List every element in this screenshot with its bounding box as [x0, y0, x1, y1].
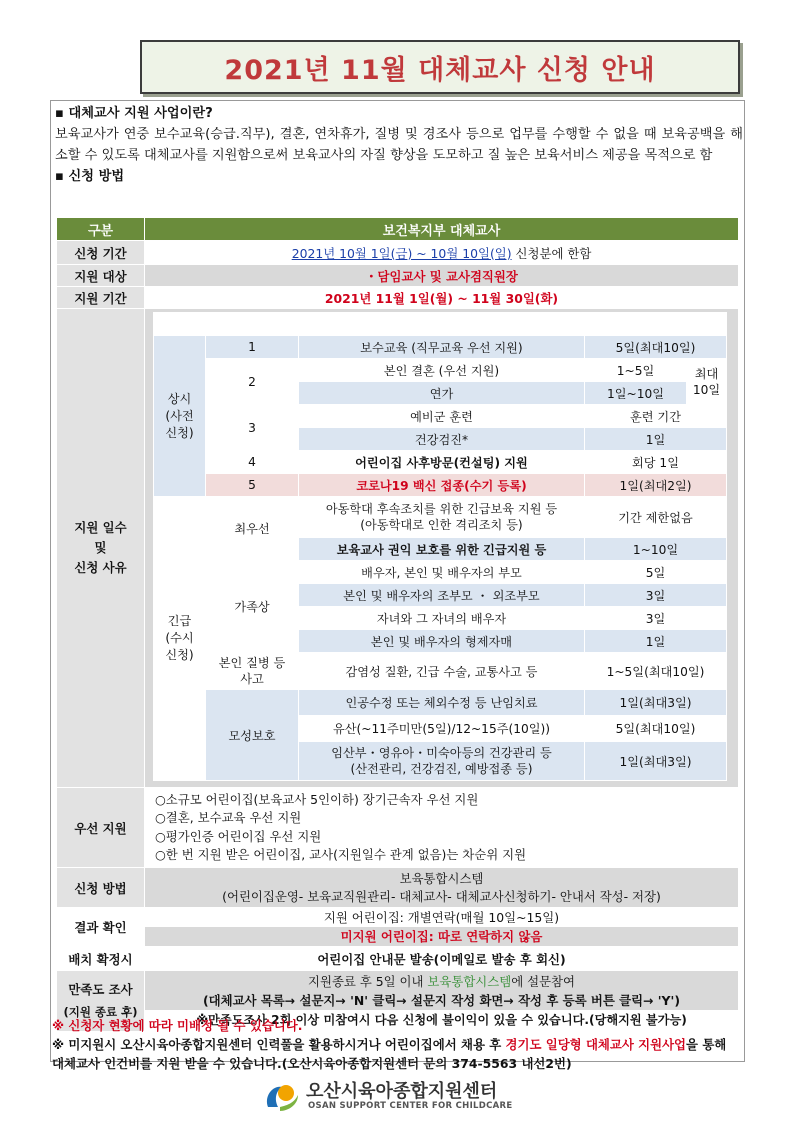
- reason-text: 자녀와 그 자녀의 배우자: [299, 607, 585, 630]
- subgroup-label: 가족상: [206, 561, 299, 653]
- label-days-2: 및: [94, 540, 107, 555]
- reason-row-1: [154, 336, 727, 359]
- reason-text: 건강검진*: [299, 428, 585, 451]
- reason-text: 감염성 질환, 긴급 수술, 교통사고 등: [299, 653, 585, 690]
- reason-text: 임산부・영유아・미숙아등의 건강관리 등 (산전관리, 건강검진, 예방접종 등): [299, 742, 585, 781]
- row-assign: [57, 947, 739, 971]
- label-result: 결과 확인: [57, 908, 145, 947]
- apply-method-line1: 보육통합시스템: [399, 870, 484, 886]
- result-cell: [145, 908, 739, 947]
- result-line2: 미지원 어린이집: 따로 연락하지 않음: [145, 927, 738, 946]
- intro-heading: ▪ 대체교사 지원 사업이란?: [55, 106, 213, 121]
- days-cell: [145, 309, 739, 788]
- urgent-group: 긴급 (수시 신청): [154, 497, 206, 781]
- row-apply-method: [57, 868, 739, 908]
- survey-line3: ※만족도조사 2회 이상 미참여시 다음 신청에 불이익이 있을 수 있습니다.(당해지원 불가능): [145, 1010, 738, 1031]
- reason-days: 1일: [585, 428, 727, 451]
- priority-cell: [145, 788, 739, 868]
- reason-no: 3: [206, 405, 299, 451]
- row-target: [57, 265, 739, 287]
- note-2-a: ※ 미지원시 오산시육아종합지원센터 인력풀을 활용하시거나 어린이집에서 채용 후: [52, 1037, 506, 1052]
- reason-days: 1일: [585, 630, 727, 653]
- label-survey-1: 만족도 조사: [68, 982, 133, 997]
- reason-days: 훈련 기간: [585, 405, 727, 428]
- note-2-c: 을 통해 대체교사 인건비를 지원 받을 수 있습니다.(오산시육아종합지원센터 문의 374-5563 내선2번): [52, 1037, 727, 1071]
- label-survey-2: (지원 종료 후): [63, 1005, 138, 1019]
- label-priority: 우선 지원: [57, 788, 145, 868]
- header-category: 구분: [57, 218, 145, 241]
- reason-no: 2: [206, 359, 299, 405]
- regular-group: 상시 (사전 신청): [154, 336, 206, 497]
- title-box: [140, 40, 740, 94]
- apply-method-line2: (어린이집운영- 보육교직원관리- 대체교사- 대체교사신청하기- 안내서 작성- 저장): [222, 888, 661, 904]
- reason-no: 1: [206, 336, 299, 359]
- priority-line: ○소규모 어린이집(보육교사 5인이하) 장기근속자 우선 지원: [155, 791, 479, 807]
- reason-text: 예비군 훈련: [299, 405, 585, 428]
- reason-text: 본인 및 배우자의 형제자매: [299, 630, 585, 653]
- notes: [52, 1016, 742, 1073]
- reason-days: 5일(최대10일): [585, 716, 727, 742]
- days-table: [153, 312, 727, 781]
- survey-line1-a: 지원종료 후 5일 이내: [308, 974, 428, 989]
- result-line1: 지원 어린이집: 개별연락(매월 10일~15일): [323, 910, 560, 925]
- subgroup-label: 모성보호: [206, 690, 299, 781]
- reason-text: 코로나19 백신 접종(수기 등록): [299, 474, 585, 497]
- reason-days: 기간 제한없음: [585, 497, 727, 538]
- reason-days: 1일~10일: [585, 382, 687, 405]
- reason-days: 3일: [585, 607, 727, 630]
- logo-name: 오산시육아종합지원센터: [306, 1081, 498, 1102]
- intro-body: 보육교사가 연중 보수교육(승급.직무), 결혼, 연차휴가, 질병 및 경조사 등으로 업무를 수행할 수 없을 때 보육공백을 해소할 수 있도록 대체교사를 지원함으로써 보육교사의 자질 향상을 도모하고 질 높은 보육서비스 제공을 목적으로 함: [55, 127, 743, 163]
- reason-text: 보수교육 (직무교육 우선 지원): [299, 336, 585, 359]
- priority-line: ○한 번 지원 받은 어린이집, 교사(지원일수 관계 없음)는 차순위 지원: [155, 847, 527, 862]
- logo-mark-icon: [262, 1077, 302, 1115]
- intro-section: [55, 103, 743, 187]
- reason-text: 본인 결혼 (우선 지원): [299, 359, 585, 382]
- label-target: 지원 대상: [57, 265, 145, 287]
- label-days-3: 신청 사유: [74, 560, 127, 575]
- label-apply-method: 신청 방법: [57, 868, 145, 908]
- logo-english: OSAN SUPPORT CENTER FOR CHILDCARE: [308, 1101, 513, 1111]
- urgent-row-illness: [154, 653, 727, 690]
- assign-value: 어린이집 안내문 발송(이메일로 발송 후 회신): [145, 947, 739, 971]
- note-1: ※ 신청자 현황에 따라 미배정 될 수 있습니다.: [52, 1018, 303, 1033]
- reason-row-2a: [154, 359, 727, 382]
- subgroup-label: 본인 질병 등 사고: [206, 653, 299, 690]
- urgent-row-tp1: [154, 497, 727, 538]
- reason-text: 보육교사 권익 보호를 위한 긴급지원 등: [299, 538, 585, 561]
- reason-text: 배우자, 본인 및 배우자의 부모: [299, 561, 585, 584]
- label-days-1: 지원 일수: [74, 520, 127, 535]
- reason-days: 5일: [585, 561, 727, 584]
- survey-line1: [145, 972, 738, 991]
- center-logo: [262, 1077, 552, 1117]
- reason-row-4: [154, 451, 727, 474]
- reason-days: 회당 1일: [585, 451, 727, 474]
- target-value: ・담임교사 및 교사겸직원장: [145, 265, 739, 287]
- reason-days: 1일(최대2일): [585, 474, 727, 497]
- reason-text: 본인 및 배우자의 조부모 ・ 외조부모: [299, 584, 585, 607]
- reason-days: 1~5일: [585, 359, 687, 382]
- reason-days: 1일(최대3일): [585, 742, 727, 781]
- reason-days: 3일: [585, 584, 727, 607]
- urgent-row-f1: [154, 561, 727, 584]
- reason-days: 1일(최대3일): [585, 690, 727, 716]
- reason-text: 인공수정 또는 체외수정 등 난임치료: [299, 690, 585, 716]
- label-assign: 배치 확정시: [57, 947, 145, 971]
- reason-no: 4: [206, 451, 299, 474]
- priority-line: ○평가인증 어린이집 우선 지원: [155, 828, 322, 844]
- row-result: [57, 908, 739, 947]
- reason-days: 1~10일: [585, 538, 727, 561]
- header-program: 보건복지부 대체교사: [145, 218, 739, 241]
- row-priority: [57, 788, 739, 868]
- label-support-period: 지원 기간: [57, 287, 145, 309]
- apply-period-value: 2021년 10월 1일(금) ~ 10월 10일(일): [291, 245, 512, 261]
- table-header: [57, 218, 739, 241]
- apply-method-cell: [145, 868, 739, 908]
- reason-text: 아동학대 후속조치를 위한 긴급보육 지원 등 (아동학대로 인한 격리조치 등): [299, 497, 585, 538]
- note-2: [52, 1035, 742, 1073]
- reason-row-3a: [154, 405, 727, 428]
- reason-text: 어린이집 사후방문(컨설팅) 지원: [299, 451, 585, 474]
- label-apply-period: 신청 기간: [57, 241, 145, 265]
- reason-text: 유산(~11주미만(5일)/12~15주(10일)): [299, 716, 585, 742]
- application-table: [56, 217, 739, 1032]
- note-2-program: 경기도 일당형 대체교사 지원사업: [505, 1037, 687, 1052]
- subgroup-label: 최우선: [206, 497, 299, 561]
- reason-days: 5일(최대10일): [585, 336, 727, 359]
- reason-text: 연가: [299, 382, 585, 405]
- row-apply-period: [57, 241, 739, 265]
- survey-line1-c: 에 설문참여: [511, 974, 575, 989]
- page-title: 2021년 11월 대체교사 신청 안내: [224, 54, 656, 86]
- reason-days: 1~5일(최대10일): [585, 653, 727, 690]
- reason-row-5: [154, 474, 727, 497]
- row-support-period: [57, 287, 739, 309]
- survey-line1-system: 보육통합시스템: [427, 974, 512, 989]
- apply-period-suffix: 신청분에 한함: [511, 245, 592, 261]
- method-heading: ▪ 신청 방법: [55, 169, 125, 184]
- row-days: [57, 309, 739, 788]
- urgent-row-m1: [154, 690, 727, 716]
- priority-line: ○결혼, 보수교육 우선 지원: [155, 810, 302, 825]
- survey-line2: (대체교사 목록→ 설문지→ 'N' 클릭→ 설문지 작성 화면→ 작성 후 등록 버튼 클릭→ 'Y'): [202, 993, 680, 1008]
- label-days: [57, 309, 145, 788]
- reason-no: 5: [206, 474, 299, 497]
- reason-max: 최대 10일: [687, 359, 727, 405]
- support-period-value: 2021년 11월 1일(월) ~ 11월 30일(화): [145, 287, 739, 309]
